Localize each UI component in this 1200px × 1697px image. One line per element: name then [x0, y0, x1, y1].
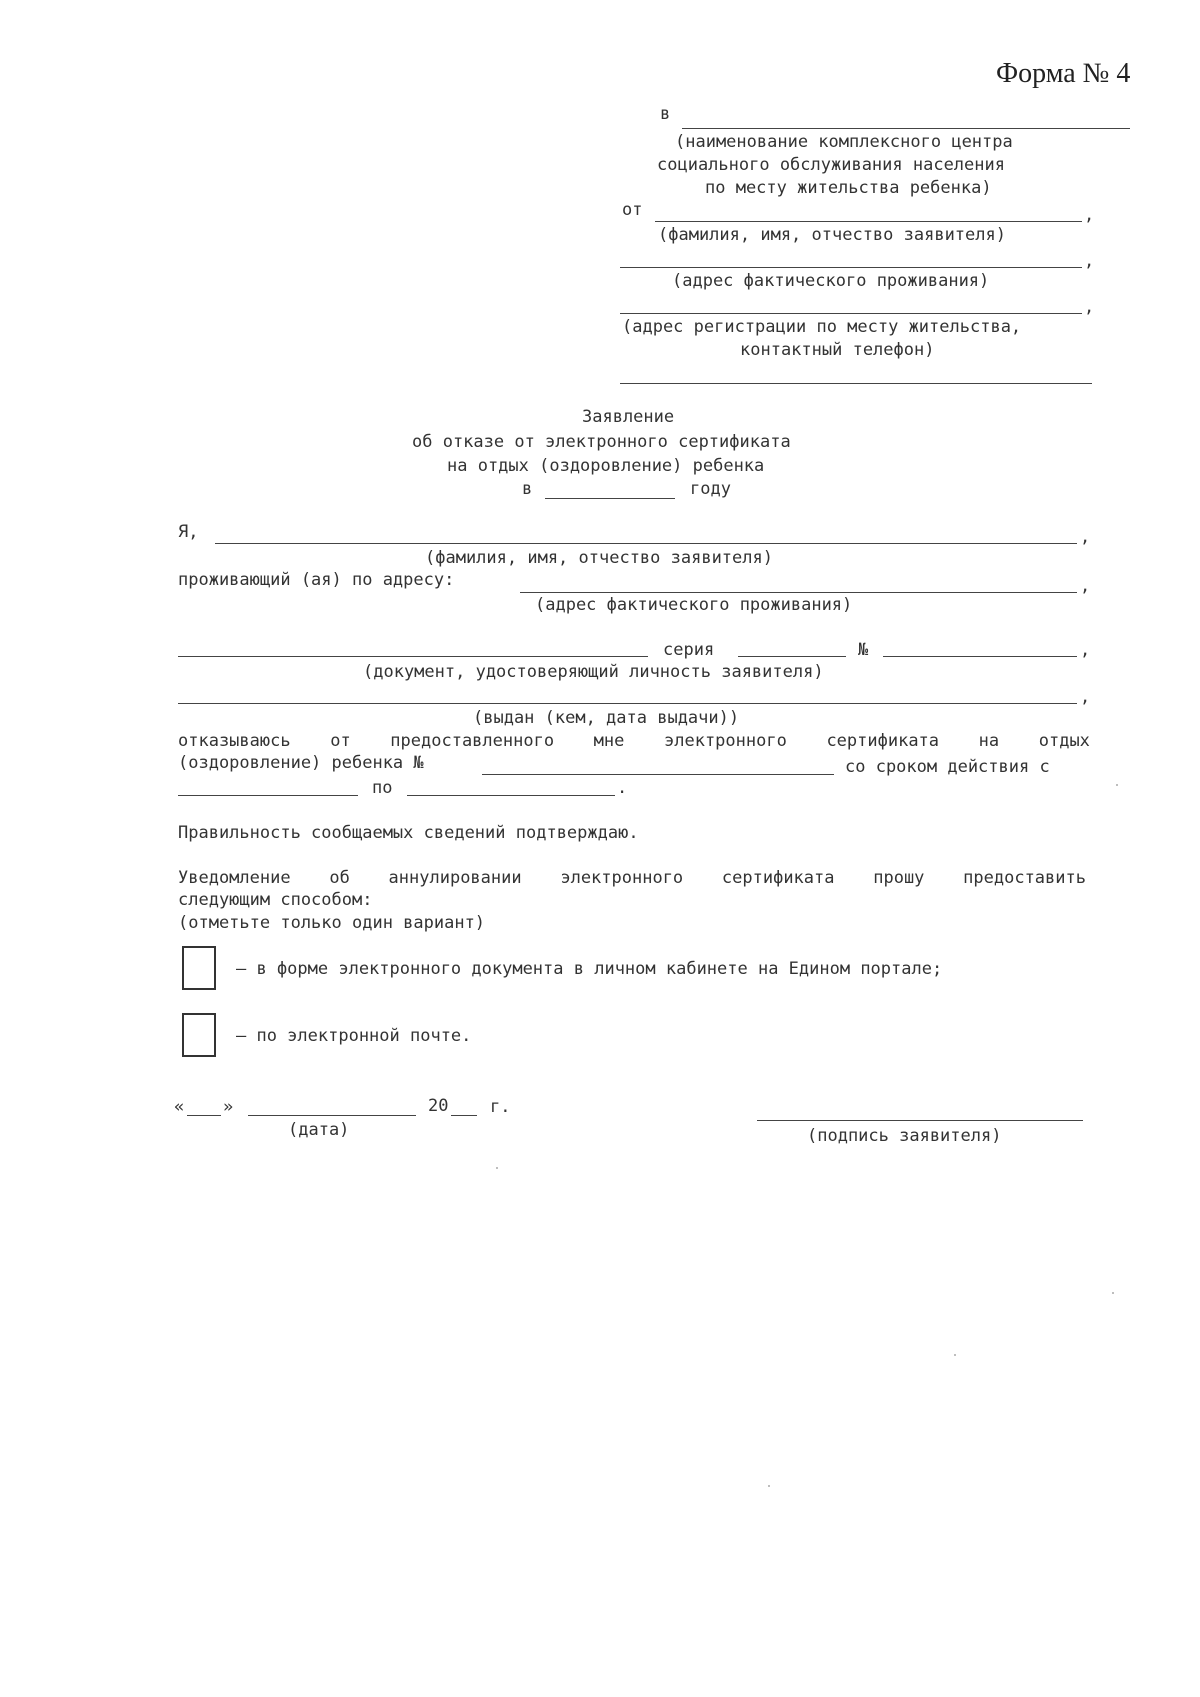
year-field[interactable]	[545, 498, 675, 499]
to-prefix: в	[660, 104, 671, 124]
refuse-word: предоставленного	[390, 731, 555, 751]
valid-from-field[interactable]	[178, 795, 358, 796]
registration-caption-1: (адрес регистрации по месту жительства,	[622, 317, 1022, 337]
footer-year-prefix: 20	[428, 1096, 449, 1116]
to-caption-3: по месту жительства ребенка)	[705, 178, 992, 198]
date-caption: (дата)	[288, 1120, 350, 1140]
footer-year-field[interactable]	[451, 1115, 477, 1116]
signature-caption: (подпись заявителя)	[807, 1126, 1002, 1146]
quote-close: »	[223, 1097, 234, 1117]
comma: ,	[1080, 640, 1091, 660]
living-label: проживающий (ая) по адресу:	[178, 570, 455, 590]
number-label: №	[858, 640, 869, 660]
comma: ,	[1080, 527, 1091, 547]
document-field[interactable]	[178, 656, 648, 657]
footer-year-suffix: г.	[490, 1097, 511, 1117]
address-caption: (адрес фактического проживания)	[672, 271, 990, 291]
title-line-3: на отдых (оздоровление) ребенка	[447, 456, 765, 476]
notify-word: электронного	[560, 868, 684, 888]
refuse-word: от	[330, 731, 351, 751]
number-field[interactable]	[883, 656, 1077, 657]
option-electronic-portal-checkbox[interactable]	[182, 946, 216, 990]
refuse-word: на	[978, 731, 1000, 751]
issued-caption: (выдан (кем, дата выдачи))	[473, 708, 740, 728]
comma: ,	[1084, 297, 1095, 317]
to-label: по	[372, 778, 393, 798]
registration-caption-2: контактный телефон)	[740, 340, 935, 360]
comma: ,	[1084, 251, 1095, 271]
month-field[interactable]	[248, 1115, 416, 1116]
notify-line-1	[178, 868, 1086, 888]
from-field[interactable]	[655, 221, 1082, 222]
comma: ,	[1080, 687, 1091, 707]
valid-to-field[interactable]	[407, 795, 615, 796]
registration-field[interactable]	[620, 313, 1082, 314]
living-caption: (адрес фактического проживания)	[535, 595, 853, 615]
name-caption: (фамилия, имя, отчество заявителя)	[425, 548, 773, 568]
certificate-number-field[interactable]	[482, 774, 834, 775]
to-caption-1: (наименование комплексного центра	[675, 132, 1013, 152]
notify-line-3: (отметьте только один вариант)	[178, 913, 486, 933]
refuse-word: сертификата	[826, 731, 940, 751]
refuse-line-2-prefix: (оздоровление) ребенка №	[178, 753, 424, 773]
comma: ,	[1084, 205, 1095, 225]
confirm-text: Правильность сообщаемых сведений подтверждаю.	[178, 823, 639, 843]
signature-field[interactable]	[757, 1120, 1083, 1121]
issued-field[interactable]	[178, 703, 1077, 704]
title-line-1: Заявление	[582, 407, 675, 427]
scan-speck	[768, 1485, 770, 1487]
quote-open: «	[174, 1097, 185, 1117]
document-caption: (документ, удостоверяющий личность заявителя)	[363, 662, 824, 682]
to-field[interactable]	[682, 128, 1130, 129]
refuse-word: электронного	[664, 731, 787, 751]
option-2-label: – по электронной почте.	[236, 1026, 472, 1046]
notify-word: аннулировании	[388, 868, 522, 888]
refuse-line-2-suffix: со сроком действия с	[845, 757, 1050, 777]
day-field[interactable]	[187, 1115, 221, 1116]
title-year-prefix: в	[522, 479, 533, 499]
to-caption-2: социального обслуживания населения	[657, 155, 1005, 175]
refuse-word: мне	[593, 731, 625, 751]
scan-speck	[1112, 1292, 1114, 1294]
period-end: .	[617, 778, 628, 798]
scan-speck	[1116, 784, 1118, 786]
notify-line-2: следующим способом:	[178, 890, 373, 910]
refuse-line-1	[178, 731, 1090, 751]
name-field[interactable]	[215, 543, 1077, 544]
living-field[interactable]	[520, 592, 1077, 593]
notify-word: сертификата	[721, 868, 835, 888]
option-1-label: – в форме электронного документа в личном кабинете на Едином портале;	[236, 959, 943, 979]
option-email-checkbox[interactable]	[182, 1013, 216, 1057]
scan-speck	[496, 1167, 498, 1169]
notify-word: прошу	[873, 868, 925, 888]
series-field[interactable]	[738, 656, 846, 657]
notify-word: Уведомление	[178, 868, 291, 888]
registration-field-2[interactable]	[620, 383, 1092, 384]
from-prefix: от	[622, 200, 643, 220]
from-caption: (фамилия, имя, отчество заявителя)	[658, 225, 1006, 245]
form-number: Форма № 4	[996, 58, 1131, 89]
title-line-2: об отказе от электронного сертификата	[412, 432, 791, 452]
i-label: Я,	[178, 522, 199, 542]
address-field[interactable]	[620, 267, 1082, 268]
notify-word: предоставить	[963, 868, 1086, 888]
title-year-suffix: году	[690, 479, 731, 499]
comma: ,	[1080, 576, 1091, 596]
series-label: серия	[663, 640, 715, 660]
refuse-word: отказываюсь	[178, 731, 291, 751]
scan-speck	[954, 1354, 956, 1356]
refuse-word: отдых	[1038, 731, 1090, 751]
notify-word: об	[329, 868, 350, 888]
